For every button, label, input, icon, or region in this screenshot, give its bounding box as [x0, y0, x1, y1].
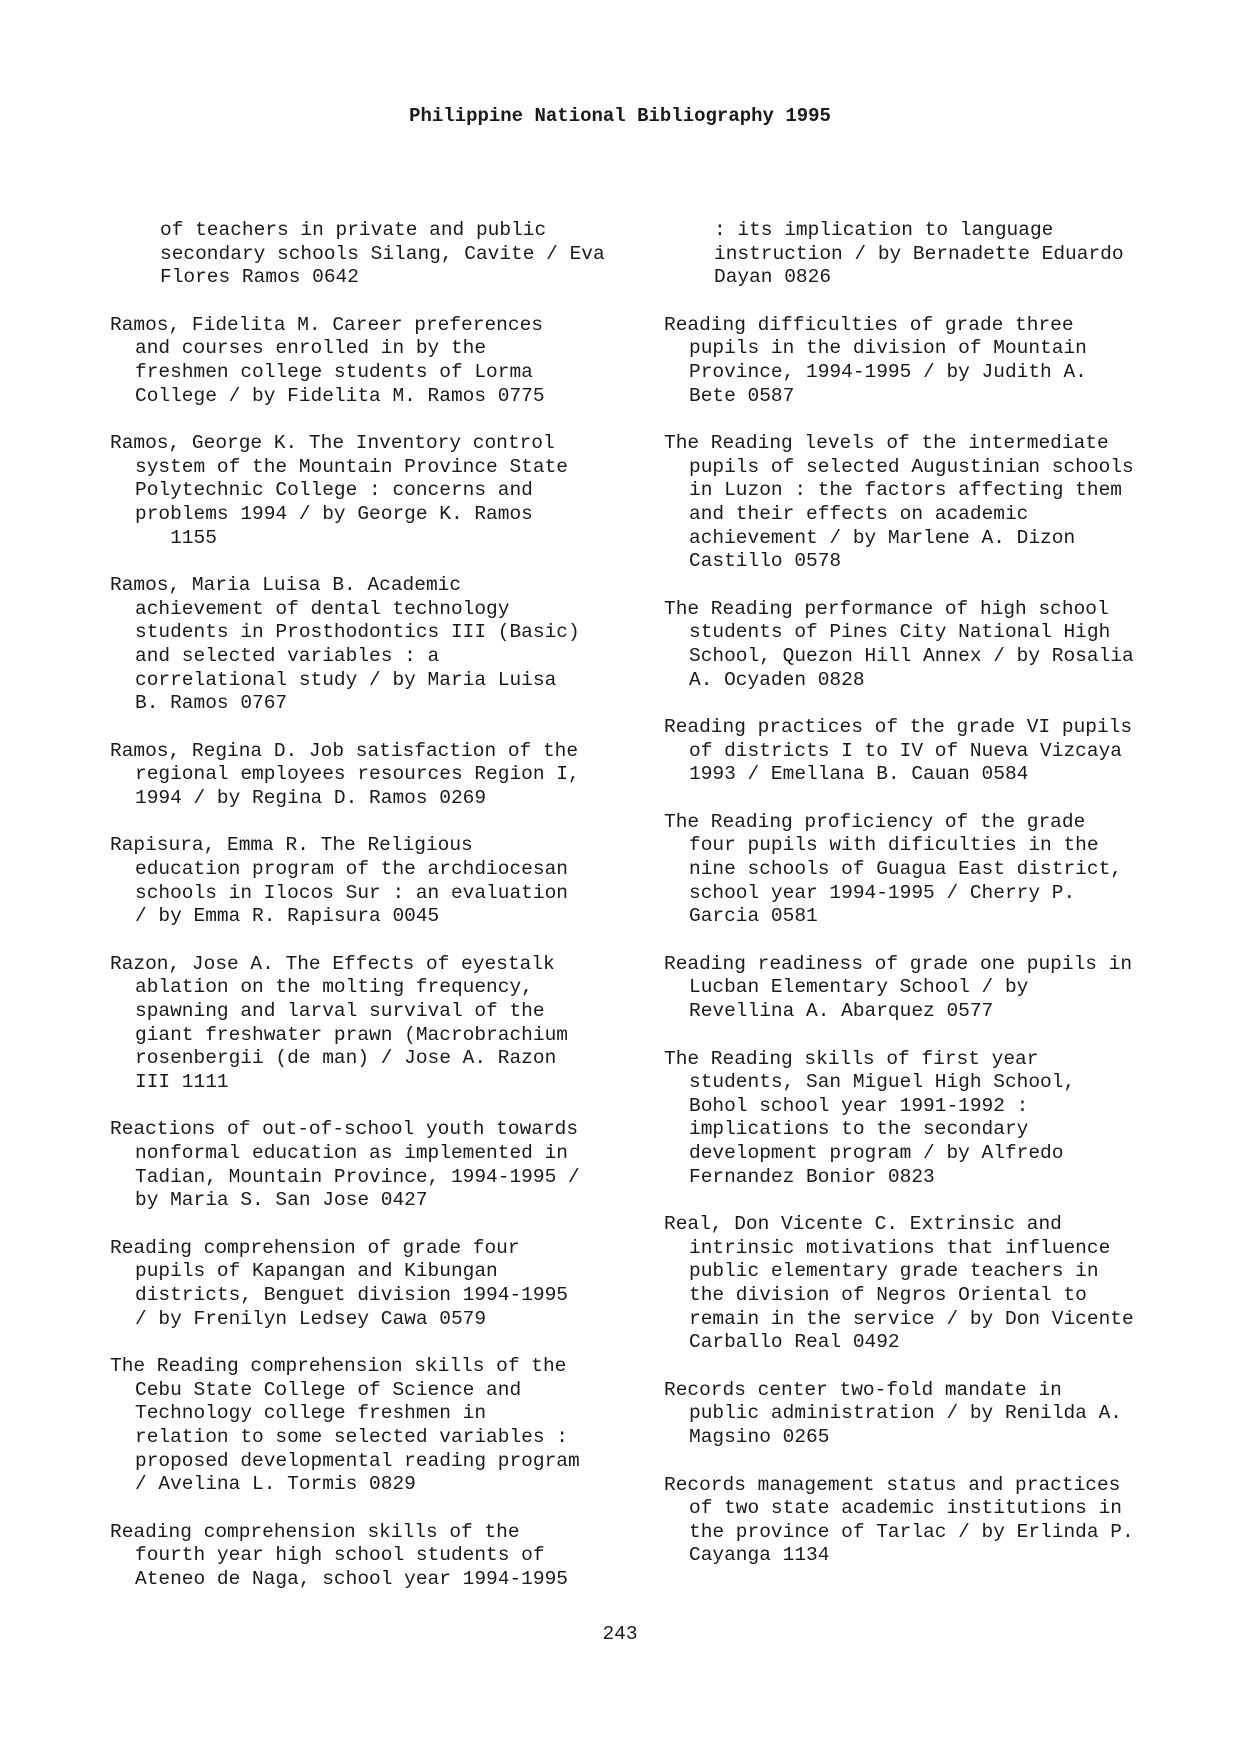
bibliography-entry — [110, 739, 665, 811]
entry-line: College / by Fidelita M. Ramos 0775 — [135, 384, 545, 407]
bibliography-entry — [664, 597, 1219, 692]
bibliography-entry — [110, 1236, 665, 1331]
entry-line: Rapisura, Emma R. The Religious — [110, 834, 473, 857]
entry-line: / Avelina L. Tormis 0829 — [135, 1473, 416, 1496]
entry-line: Ramos, Regina D. Job satisfaction of the — [110, 739, 579, 762]
bibliography-entry-continuation — [135, 219, 665, 290]
entry-line: and selected variables : a — [135, 644, 440, 667]
entry-line: public elementary grade teachers in — [689, 1260, 1099, 1283]
entry-line: secondary schools Silang, Cavite / Eva — [160, 242, 605, 265]
entry-line: 1993 / Emellana B. Cauan 0584 — [689, 763, 1029, 786]
entry-line: problems 1994 / by George K. Ramos — [135, 502, 533, 525]
entry-line: proposed developmental reading program — [135, 1449, 580, 1472]
bibliography-entry — [110, 1520, 665, 1592]
entry-line: : its implication to language — [714, 219, 1054, 241]
entry-line: 1994 / by Regina D. Ramos 0269 — [135, 786, 487, 809]
bibliography-entry — [110, 1355, 665, 1497]
entry-line: Fernandez Bonior 0823 — [689, 1165, 935, 1188]
entry-line: Real, Don Vicente C. Extrinsic and — [664, 1213, 1062, 1236]
page-number: 243 — [602, 1623, 638, 1645]
entry-line: Reading difficulties of grade three — [664, 313, 1074, 336]
entry-line: Ateneo de Naga, school year 1994-1995 — [135, 1567, 568, 1590]
page-header-title: Philippine National Bibliography 1995 — [409, 105, 831, 127]
entry-line: regional employees resources Region I, — [135, 763, 580, 786]
entry-line: B. Ramos 0767 — [135, 692, 288, 715]
entry-line: implications to the secondary — [689, 1118, 1029, 1141]
entry-line: Reading comprehension of grade four — [110, 1236, 520, 1259]
entry-line: III 1111 — [135, 1070, 229, 1093]
entry-line: fourth year high school students of — [135, 1544, 545, 1567]
bibliography-entry-continuation — [689, 219, 1219, 290]
entry-line: Ramos, Fidelita M. Career preferences — [110, 313, 543, 336]
entry-line: public administration / by Renilda A. — [689, 1402, 1122, 1425]
entry-line: the province of Tarlac / by Erlinda P. — [689, 1520, 1134, 1543]
entry-line: system of the Mountain Province State — [135, 455, 568, 478]
bibliography-entry — [110, 313, 665, 408]
entry-line: in Luzon : the factors affecting them — [689, 479, 1122, 502]
entry-line: of two state academic institutions in — [689, 1497, 1122, 1520]
bibliography-entry — [664, 432, 1219, 574]
entry-line: freshmen college students of Lorma — [135, 360, 533, 383]
entry-line: School, Quezon Hill Annex / by Rosalia — [689, 644, 1134, 667]
entry-line: Bete 0587 — [689, 384, 795, 407]
entry-line: school year 1994-1995 / Cherry P. — [689, 881, 1076, 904]
entry-line: Polytechnic College : concerns and — [135, 479, 533, 502]
bibliography-entry — [110, 952, 665, 1095]
entry-line: education program of the archdiocesan — [135, 858, 568, 881]
entry-line: intrinsic motivations that influence — [689, 1236, 1111, 1259]
entry-line: Reading comprehension skills of the — [110, 1520, 520, 1543]
entry-line: Reactions of out-of-school youth towards — [110, 1118, 579, 1141]
bibliography-entry — [664, 952, 1219, 1024]
entry-line: 1155 — [135, 526, 217, 549]
entry-line: Lucban Elementary School / by — [689, 976, 1029, 999]
bibliography-entry — [664, 1473, 1219, 1568]
entry-line: pupils of Kapangan and Kibungan — [135, 1260, 498, 1283]
entry-line: Tadian, Mountain Province, 1994-1995 / — [135, 1165, 580, 1188]
bibliography-entry — [110, 432, 665, 550]
entry-line: of teachers in private and public — [160, 219, 547, 241]
entry-line: pupils in the division of Mountain — [689, 337, 1087, 360]
entry-line: the division of Negros Oriental to — [689, 1283, 1087, 1306]
entry-line: Magsino 0265 — [689, 1425, 830, 1448]
entry-line: Records center two-fold mandate in — [664, 1378, 1062, 1401]
entry-line: Dayan 0826 — [714, 266, 832, 289]
entry-line: The Reading performance of high school — [664, 597, 1109, 620]
entry-line: students in Prosthodontics III (Basic) — [135, 621, 580, 644]
entry-line: relation to some selected variables : — [135, 1425, 568, 1448]
bibliography-entry — [664, 313, 1219, 408]
entry-line: Records management status and practices — [664, 1473, 1121, 1496]
entry-line: rosenbergii (de man) / Jose A. Razon — [135, 1047, 557, 1070]
entry-line: of districts I to IV of Nueva Vizcaya — [689, 739, 1122, 762]
entry-line: remain in the service / by Don Vicente — [689, 1307, 1134, 1330]
bibliography-entry — [664, 1378, 1219, 1450]
entry-line: Cayanga 1134 — [689, 1544, 830, 1567]
bibliography-entry — [110, 834, 665, 928]
entry-line: Castillo 0578 — [689, 550, 842, 573]
entry-line: nonformal education as implemented in — [135, 1142, 568, 1164]
entry-line: Bohol school year 1991-1992 : — [689, 1094, 1029, 1117]
entry-line: students, San Miguel High School, — [689, 1071, 1076, 1094]
entry-line: / by Frenilyn Ledsey Cawa 0579 — [135, 1307, 487, 1330]
entry-line: instruction / by Bernadette Eduardo — [714, 242, 1124, 265]
entry-line: nine schools of Guagua East district, — [689, 858, 1122, 881]
entry-line: Reading practices of the grade VI pupils — [664, 716, 1133, 739]
entry-line: and their effects on academic — [689, 502, 1029, 525]
bibliography-entry — [664, 1213, 1219, 1355]
entry-line: spawning and larval survival of the — [135, 1000, 545, 1023]
entry-line: Cebu State College of Science and — [135, 1378, 522, 1401]
entry-line: Reading readiness of grade one pupils in — [664, 952, 1133, 975]
entry-line: Revellina A. Abarquez 0577 — [689, 1000, 994, 1023]
entry-line: / by Emma R. Rapisura 0045 — [135, 905, 440, 928]
entry-line: achievement / by Marlene A. Dizon — [689, 526, 1076, 549]
left-column — [110, 219, 665, 1616]
entry-line: achievement of dental technology — [135, 597, 510, 620]
entry-line: giant freshwater prawn (Macrobrachium — [135, 1023, 568, 1046]
entry-line: four pupils with dificulties in the — [689, 834, 1099, 857]
entry-line: districts, Benguet division 1994-1995 — [135, 1283, 568, 1306]
bibliography-entry — [110, 574, 665, 716]
entry-line: A. Ocyaden 0828 — [689, 668, 865, 691]
entry-line: Flores Ramos 0642 — [160, 266, 359, 289]
right-column — [664, 219, 1219, 1592]
entry-line: Razon, Jose A. The Effects of eyestalk — [110, 952, 555, 975]
entry-line: pupils of selected Augustinian schools — [689, 455, 1134, 478]
bibliography-entry — [664, 810, 1219, 929]
entry-line: Carballo Real 0492 — [689, 1331, 900, 1354]
entry-line: The Reading skills of first year — [664, 1047, 1039, 1070]
entry-line: Technology college freshmen in — [135, 1402, 487, 1425]
entry-line: Province, 1994-1995 / by Judith A. — [689, 360, 1087, 383]
entry-line: ablation on the molting frequency, — [135, 976, 533, 999]
entry-line: The Reading levels of the intermediate — [664, 432, 1109, 455]
entry-line: Ramos, George K. The Inventory control — [110, 432, 555, 455]
entry-line: correlational study / by Maria Luisa — [135, 668, 557, 691]
entry-line: schools in Ilocos Sur : an evaluation — [135, 881, 568, 904]
entry-line: development program / by Alfredo — [689, 1142, 1064, 1164]
entry-line: and courses enrolled in by the — [135, 337, 487, 360]
entry-line: The Reading proficiency of the grade — [664, 810, 1086, 833]
bibliography-entry — [110, 1118, 665, 1212]
entry-line: Garcia 0581 — [689, 905, 818, 928]
entry-line: by Maria S. San Jose 0427 — [135, 1189, 428, 1212]
bibliography-entry — [664, 1047, 1219, 1190]
entry-line: Ramos, Maria Luisa B. Academic — [110, 574, 462, 597]
entry-line: The Reading comprehension skills of the — [110, 1355, 567, 1378]
entry-line: students of Pines City National High — [689, 621, 1111, 644]
bibliography-entry — [664, 716, 1219, 787]
